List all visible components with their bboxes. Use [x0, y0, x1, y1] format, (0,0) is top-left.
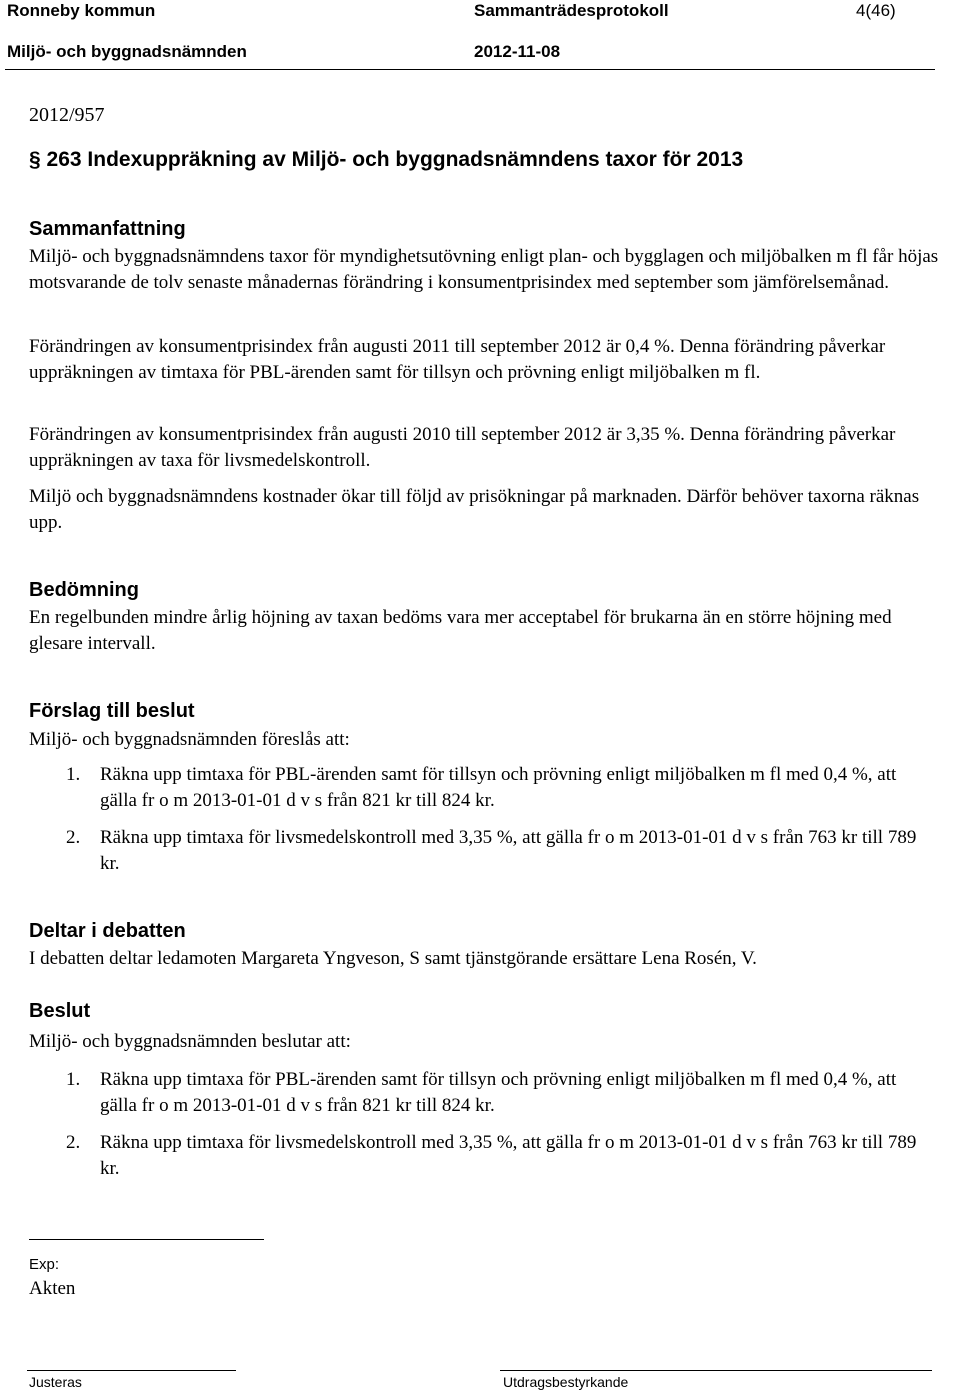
- proposal-item-2: [66, 825, 926, 877]
- list-number: 1.: [66, 764, 81, 785]
- debate-heading: Deltar i debatten: [29, 920, 186, 942]
- list-number: 2.: [66, 1132, 81, 1153]
- assessment-text: En regelbunden mindre årlig höjning av taxan bedöms vara mer acceptabel för brukarna än en större höjning med glesare intervall.: [29, 607, 892, 654]
- section-marker: §: [29, 148, 41, 171]
- distribution-divider: [29, 1239, 264, 1240]
- proposal-item-1: [66, 762, 926, 814]
- document-type: Sammanträdesprotokoll: [474, 1, 669, 20]
- distribution-label: Exp:: [29, 1256, 60, 1273]
- list-text: Räkna upp timtaxa för PBL-ärenden samt för tillsyn och prövning enligt miljöbalken m fl med 0,4 %, att gälla fr o m 2013-01-01 d v s från 821 kr till 824 kr.: [100, 1069, 897, 1116]
- header-divider: [5, 69, 935, 70]
- proposal-heading: Förslag till beslut: [29, 700, 195, 722]
- title-text: 263 Indexuppräkning av Miljö- och byggnadsnämndens taxor för 2013: [46, 148, 744, 171]
- committee-name: Miljö- och byggnadsnämnden: [7, 42, 247, 61]
- decision-item-1: [66, 1067, 926, 1119]
- proposal-intro: Miljö- och byggnadsnämnden föreslås att:: [29, 729, 350, 750]
- footer-rule-right: [500, 1370, 932, 1371]
- footer-justeras: Justeras: [29, 1374, 82, 1390]
- list-number: 2.: [66, 827, 81, 848]
- decision-item-2: [66, 1130, 926, 1182]
- summary-paragraph-3: Förändringen av konsumentprisindex från augusti 2010 till september 2012 är 3,35 %. Denna förändring påverkar uppräkningen av taxa för livsmedelskontroll.: [29, 424, 896, 471]
- case-number: 2012/957: [29, 104, 105, 126]
- footer-rule-left: [27, 1370, 236, 1371]
- summary-paragraph-2: Förändringen av konsumentprisindex från augusti 2011 till september 2012 är 0,4 %. Denna förändring påverkar uppräkningen av timtaxa för PBL-ärenden samt för tillsyn och prövning enligt miljöbalken m fl.: [29, 336, 886, 383]
- list-number: 1.: [66, 1069, 81, 1090]
- decision-intro: Miljö- och byggnadsnämnden beslutar att:: [29, 1031, 351, 1052]
- summary-heading: Sammanfattning: [29, 218, 186, 240]
- municipality-name: Ronneby kommun: [7, 1, 156, 20]
- summary-paragraph-1: Miljö- och byggnadsnämndens taxor för myndighetsutövning enligt plan- och bygglagen och miljöbalken m fl får höjas motsvarande de tolv senaste månadernas förändring i konsumentprisindex med september som jämförelsemånad.: [29, 246, 939, 293]
- decision-heading: Beslut: [29, 1000, 91, 1022]
- list-text: Räkna upp timtaxa för livsmedelskontroll med 3,35 %, att gälla fr o m 2013-01-01 d v s från 763 kr till 789 kr.: [100, 827, 917, 874]
- distribution-recipient: Akten: [29, 1278, 76, 1299]
- summary-paragraph-4: Miljö och byggnadsnämndens kostnader ökar till följd av prisökningar på marknaden. Därför behöver taxorna räknas upp.: [29, 486, 920, 533]
- debate-text: I debatten deltar ledamoten Margareta Yngveson, S samt tjänstgörande ersättare Lena Rosén, V.: [29, 948, 757, 969]
- assessment-heading: Bedömning: [29, 579, 139, 601]
- meeting-date: 2012-11-08: [474, 42, 561, 61]
- footer-utdragsbestyrkande: Utdragsbestyrkande: [503, 1374, 629, 1390]
- page-title: [29, 148, 743, 172]
- list-text: Räkna upp timtaxa för livsmedelskontroll med 3,35 %, att gälla fr o m 2013-01-01 d v s från 763 kr till 789 kr.: [100, 1132, 917, 1179]
- list-text: Räkna upp timtaxa för PBL-ärenden samt för tillsyn och prövning enligt miljöbalken m fl med 0,4 %, att gälla fr o m 2013-01-01 d v s från 821 kr till 824 kr.: [100, 764, 897, 811]
- page-number: 4(46): [856, 1, 896, 20]
